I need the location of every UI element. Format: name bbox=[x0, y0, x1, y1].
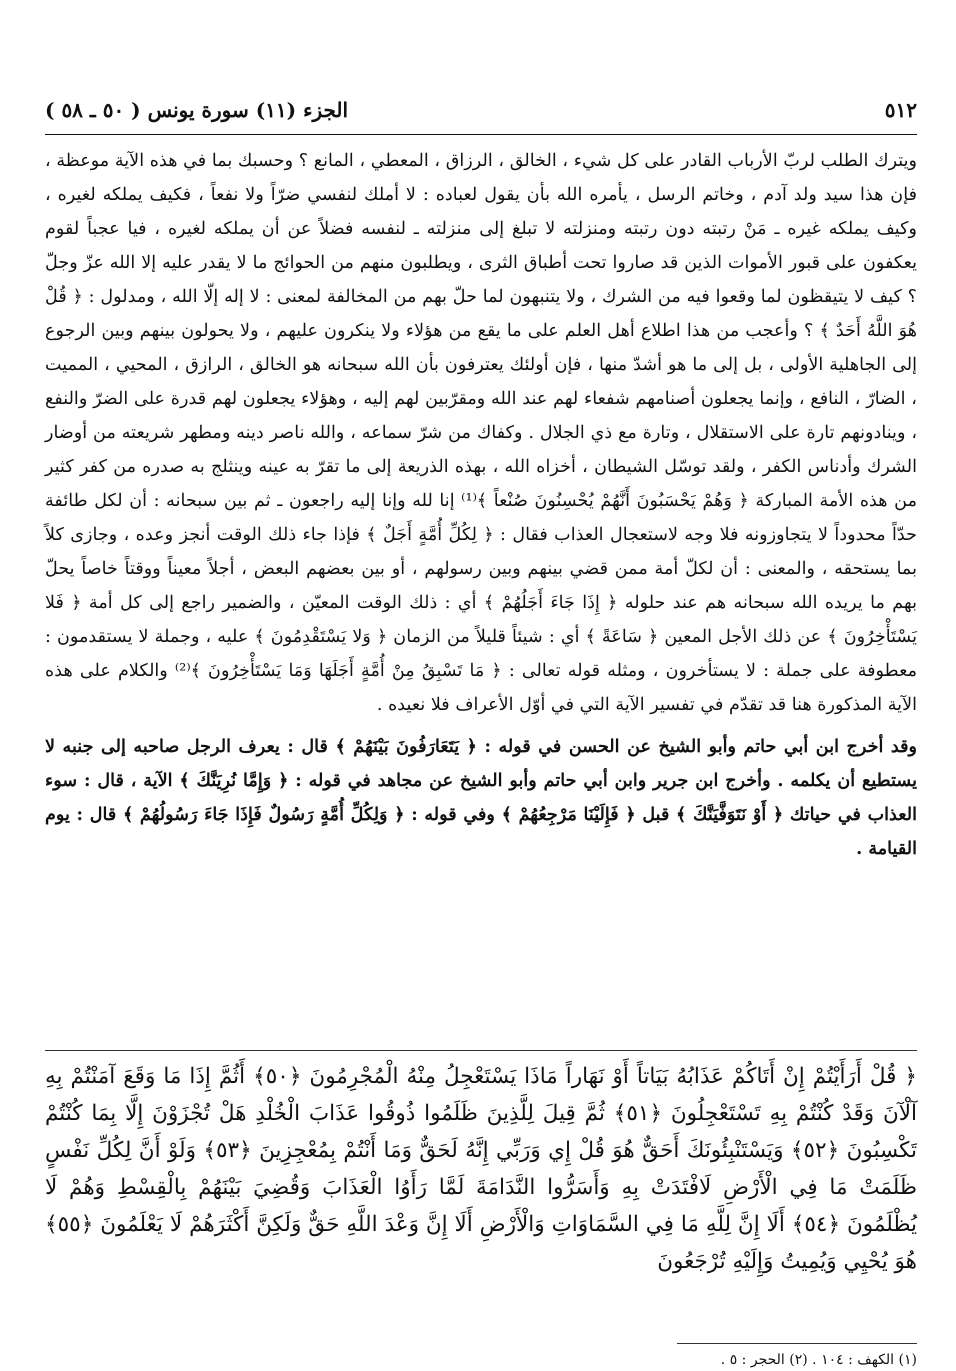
page-header bbox=[45, 90, 917, 130]
header-divider bbox=[45, 134, 917, 135]
commentary-text bbox=[45, 144, 917, 866]
footnote-divider bbox=[677, 1343, 917, 1344]
quran-verses bbox=[45, 1058, 917, 1280]
commentary-paragraph-1: ويترك الطلب لربّ الأرباب القادر على كل شيء ، الخالق ، الرزاق ، المعطي ، المانع ؟ وحسبك بما في هذه الآية موعظة ، فإن هذا سيد ولد آدم ، وخاتم الرسل ، يأمره الله بأن يقول لعباده : لا أملك لنفسي ضرّاً ولا نفعاً ، فكيف يملكه لغيره ، وكيف يملكه غيره ـ مَنْ رتبته دون رتبته ومنزلته لا تبلغ إلى منزلته ـ لنفسه فضلاً عن أن يملكه لغيره ، فيا عجباً لقوم يعكفون على قبور الأموات الذين قد صاروا تحت أطباق الثرى ، ويطلبون منهم من الحوائج ما لا يقدر عليه إلا الله عزّ وجلّ ؟ كيف لا يتيقظون لما وقعوا فيه من الشرك ، ولا يتنبهون لما حلّ بهم من المخالفة لمعنى : لا إله إلّا الله ، ومدلول : ﴿ قُلْ هُوَ اللَّهُ أَحَدٌ ﴾ ؟ وأعجب من هذا اطلاع أهل العلم على ما يقع من هؤلاء ولا ينكرون عليهم ، ولا يحولون بينهم وبين الرجوع إلى الجاهلية الأولى ، بل إلى ما هو أشدّ منها ، فإن أولئك يعترفون بأن الله سبحانه هو الخالق ، الرازق ، المحيي ، المميت ، الضارّ ، النافع ، وإنما يجعلون أصنامهم شفعاء لهم عند الله ومقرّبين لهم إليه ، وهؤلاء يجعلون لهم قدرة على الضرّ والنفع ، وينادونهم تارة على الاستقلال ، وتارة مع ذي الجلال . وكفاك من شرّ سماعه ، والله ناصر دينه ومطهر شريعته من أوضار الشرك وأدناس الكفر ، ولقد توسّل الشيطان ، أخزاه الله ، بهذه الذريعة إلى ما تقرّ به عينه وينثلج به صدره من كفر كثير من هذه الأمة المباركة ﴿ وَهُمْ يَحْسَبُونَ أَنَّهُمْ يُحْسِنُونَ صُنْعاً ﴾⁽¹⁾ إنا لله وإنا إليه راجعون ـ ثم بين سبحانه : أن لكل طائفة حدّاً محدوداً لا يتجاوزونه فلا وجه لاستعجال العذاب فقال : ﴿ لِكُلِّ أُمَّةٍ أَجَلٌ ﴾ فإذا جاء ذلك الوقت أنجز وعده ، وجازى كلاً بما يستحقه ، والمعنى : أن لكلّ أمة ممن قضي بينهم وبين رسولهم ، أو بين بعضهم البعض ، أجلاً معيناً ووقتاً خاصاً يحلّ بهم ما يريده الله سبحانه هم عند حلوله ﴿ إِذَا جَاءَ أَجَلُهُمْ ﴾ أي : ذلك الوقت المعيّن ، والضمير راجع إلى كل أمة ﴿ فَلا يَسْتَأْخِرُونَ ﴾ عن ذلك الأجل المعين ﴿ سَاعَةً ﴾ أي : شيئاً قليلاً من الزمان ﴿ وَلا يَسْتَقْدِمُونَ ﴾ عليه ، وجملة لا يستقدمون : معطوفة على جملة : لا يستأخرون ، ومثله قوله تعالى : ﴿ مَا تَسْبِقُ مِنْ أُمَّةٍ أَجَلَهَا وَمَا يَسْتَأْخِرُونَ ﴾⁽²⁾ والكلام على هذه الآية المذكورة هنا قد تقدّم في تفسير الآية التي في أوّل الأعراف فلا نعيده . bbox=[45, 151, 917, 715]
footnotes: (١) الكهف : ١٠٤ . (٢) الحجر : ٥ . bbox=[720, 1352, 917, 1368]
commentary-paragraph-2: وقد أخرج ابن أبي حاتم وأبو الشيخ عن الحسن في قوله : ﴿ يَتَعَارَفُونَ بَيْنَهُمْ ﴾ قال : يعرف الرجل صاحبه إلى جنبه لا يستطيع أن يكلمه . وأخرج ابن جرير وابن أبي حاتم وأبو الشيخ عن مجاهد في قوله : ﴿ وَإِمَّا نُرِيَنَّكَ ﴾ الآية ، قال : سوء العذاب في حياتك ﴿ أَوْ نَتَوَفَّيَنَّكَ ﴾ قبل ﴿ فَإِلَيْنَا مَرْجِعُهُمْ ﴾ وفي قوله : ﴿ وَلِكُلِّ أُمَّةٍ رَسُولٌ فَإِذَا جَاءَ رَسُولُهُمْ ﴾ قال : يوم القيامة . bbox=[45, 736, 917, 859]
page-number: ٥١٢ bbox=[884, 98, 917, 122]
quran-divider bbox=[45, 1050, 917, 1051]
quran-verse-text: ﴿ قُلْ أَرَأَيْتُمْ إِنْ أَتَاكُمْ عَذَابُهُ بَيَاتاً أَوْ نَهَاراً مَاذَا يَسْتَعْجِلُ مِنْهُ الْمُجْرِمُونَ ﴿٥٠﴾ أَثُمَّ إِذَا مَا وَقَعَ آمَنْتُمْ بِهِ آلْآنَ وَقَدْ كُنْتُمْ بِهِ تَسْتَعْجِلُونَ ﴿٥١﴾ ثُمَّ قِيلَ لِلَّذِينَ ظَلَمُوا ذُوقُوا عَذَابَ الْخُلْدِ هَلْ تُجْزَوْنَ إِلَّا بِمَا كُنْتُمْ تَكْسِبُونَ ﴿٥٢﴾ وَيَسْتَنْبِئُونَكَ أَحَقٌّ هُوَ قُلْ إِي وَرَبِّي إِنَّهُ لَحَقٌّ وَمَا أَنْتُمْ بِمُعْجِزِينَ ﴿٥٣﴾ وَلَوْ أَنَّ لِكُلِّ نَفْسٍ ظَلَمَتْ مَا فِي الْأَرْضِ لَافْتَدَتْ بِهِ وَأَسَرُّوا النَّدَامَةَ لَمَّا رَأَوُا الْعَذَابَ وَقُضِيَ بَيْنَهُمْ بِالْقِسْطِ وَهُمْ لَا يُظْلَمُونَ ﴿٥٤﴾ أَلَا إِنَّ لِلَّهِ مَا فِي السَّمَاوَاتِ وَالْأَرْضِ أَلَا إِنَّ وَعْدَ اللَّهِ حَقٌّ وَلَكِنَّ أَكْثَرَهُمْ لَا يَعْلَمُونَ ﴿٥٥﴾ هُوَ يُحْيِي وَيُمِيتُ وَإِلَيْهِ تُرْجَعُونَ bbox=[45, 1064, 918, 1274]
running-title: الجزء (١١) سورة يونس ( ٥٠ ـ ٥٨ ) bbox=[45, 98, 349, 122]
